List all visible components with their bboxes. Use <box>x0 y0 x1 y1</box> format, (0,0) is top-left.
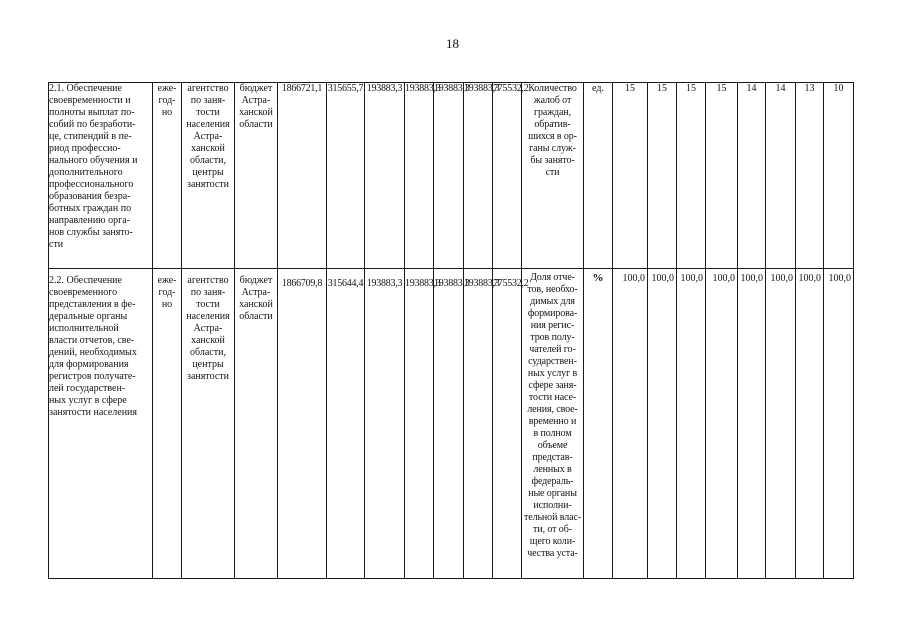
funding-source: бюджет Астра- ханской области <box>235 83 278 269</box>
indicator-target-4: 100,0 <box>706 269 738 579</box>
page-number: 18 <box>446 36 459 51</box>
table-row <box>49 269 854 579</box>
indicator-name: Количество жалоб от граждан, обратив- шихся в ор- ганы служ- бы занято- сти <box>522 83 584 269</box>
funding-source: бюджет Астра- ханской области <box>235 269 278 579</box>
funding-amount-total: 1866709,8 <box>278 269 327 579</box>
funding-amount-year-1: 315644,4 <box>327 269 365 579</box>
indicator-target-8: 10 <box>824 83 854 269</box>
funding-amount-year-4: 193883,3 <box>434 269 464 579</box>
indicator-target-3: 100,0 <box>677 269 706 579</box>
activity-executor: агентство по заня- тости населения Астра- ханской области, центры занятости <box>182 83 235 269</box>
activity-executor: агентство по заня- тости населения Астра- ханской области, центры занятости <box>182 269 235 579</box>
indicator-name: Доля отче- тов, необхо- димых для формирова- ния регис- тров полу- чателей го- сударствен- ных услуг в сфере заня- тости насе- ления, свое- временно и в полном объеме представ- ленных в федераль- ные органы исполни- тельной влас- ти, от об- щего коли- чества уста- <box>522 269 584 579</box>
indicator-target-5: 100,0 <box>738 269 766 579</box>
indicator-target-6: 100,0 <box>766 269 796 579</box>
funding-amount-year-3: 193883,3 <box>405 269 434 579</box>
indicator-target-2: 15 <box>648 83 677 269</box>
funding-amount-year-5: 193883,3 <box>464 83 493 269</box>
funding-amount-year-4: 193883,3 <box>434 83 464 269</box>
funding-amount-year-3: 193883,3 <box>405 83 434 269</box>
indicator-target-6: 14 <box>766 83 796 269</box>
funding-amount-total: 1866721,1 <box>278 83 327 269</box>
activity-description: 2.1. Обеспечение своевременности и полноты выплат по- собий по безработи- це, стипендий в пе- риод профессио- нального обучения и дополнительного профессионального образования безра- ботных граждан по направлению орга- нов службы занято- сти <box>49 83 153 269</box>
activity-period: еже- год- но <box>153 83 182 269</box>
indicator-unit: % <box>584 269 613 579</box>
funding-amount-year-2: 193883,3 <box>365 83 405 269</box>
indicator-unit: ед. <box>584 83 613 269</box>
activity-description: 2.2. Обеспечение своевременного представления в фе- деральные органы исполнительной власти отчетов, све- дений, необходимых для формирования регистров получате- лей государствен- ных услуг в сфере занятости населения <box>49 269 153 579</box>
funding-amount-year-6: 775532,2 <box>493 83 522 269</box>
program-activities-table <box>48 82 854 579</box>
indicator-target-4: 15 <box>706 83 738 269</box>
funding-amount-year-2: 193883,3 <box>365 269 405 579</box>
indicator-target-8: 100,0 <box>824 269 854 579</box>
funding-amount-year-1: 315655,7 <box>327 83 365 269</box>
indicator-target-5: 14 <box>738 83 766 269</box>
indicator-target-2: 100,0 <box>648 269 677 579</box>
activity-period: еже- год- но <box>153 269 182 579</box>
funding-amount-year-6: 775532,2 <box>493 269 522 579</box>
table-row <box>49 83 854 269</box>
indicator-target-7: 100,0 <box>796 269 824 579</box>
indicator-target-1: 15 <box>613 83 648 269</box>
funding-amount-year-5: 193883,3 <box>464 269 493 579</box>
indicator-target-3: 15 <box>677 83 706 269</box>
indicator-target-1: 100,0 <box>613 269 648 579</box>
indicator-target-7: 13 <box>796 83 824 269</box>
